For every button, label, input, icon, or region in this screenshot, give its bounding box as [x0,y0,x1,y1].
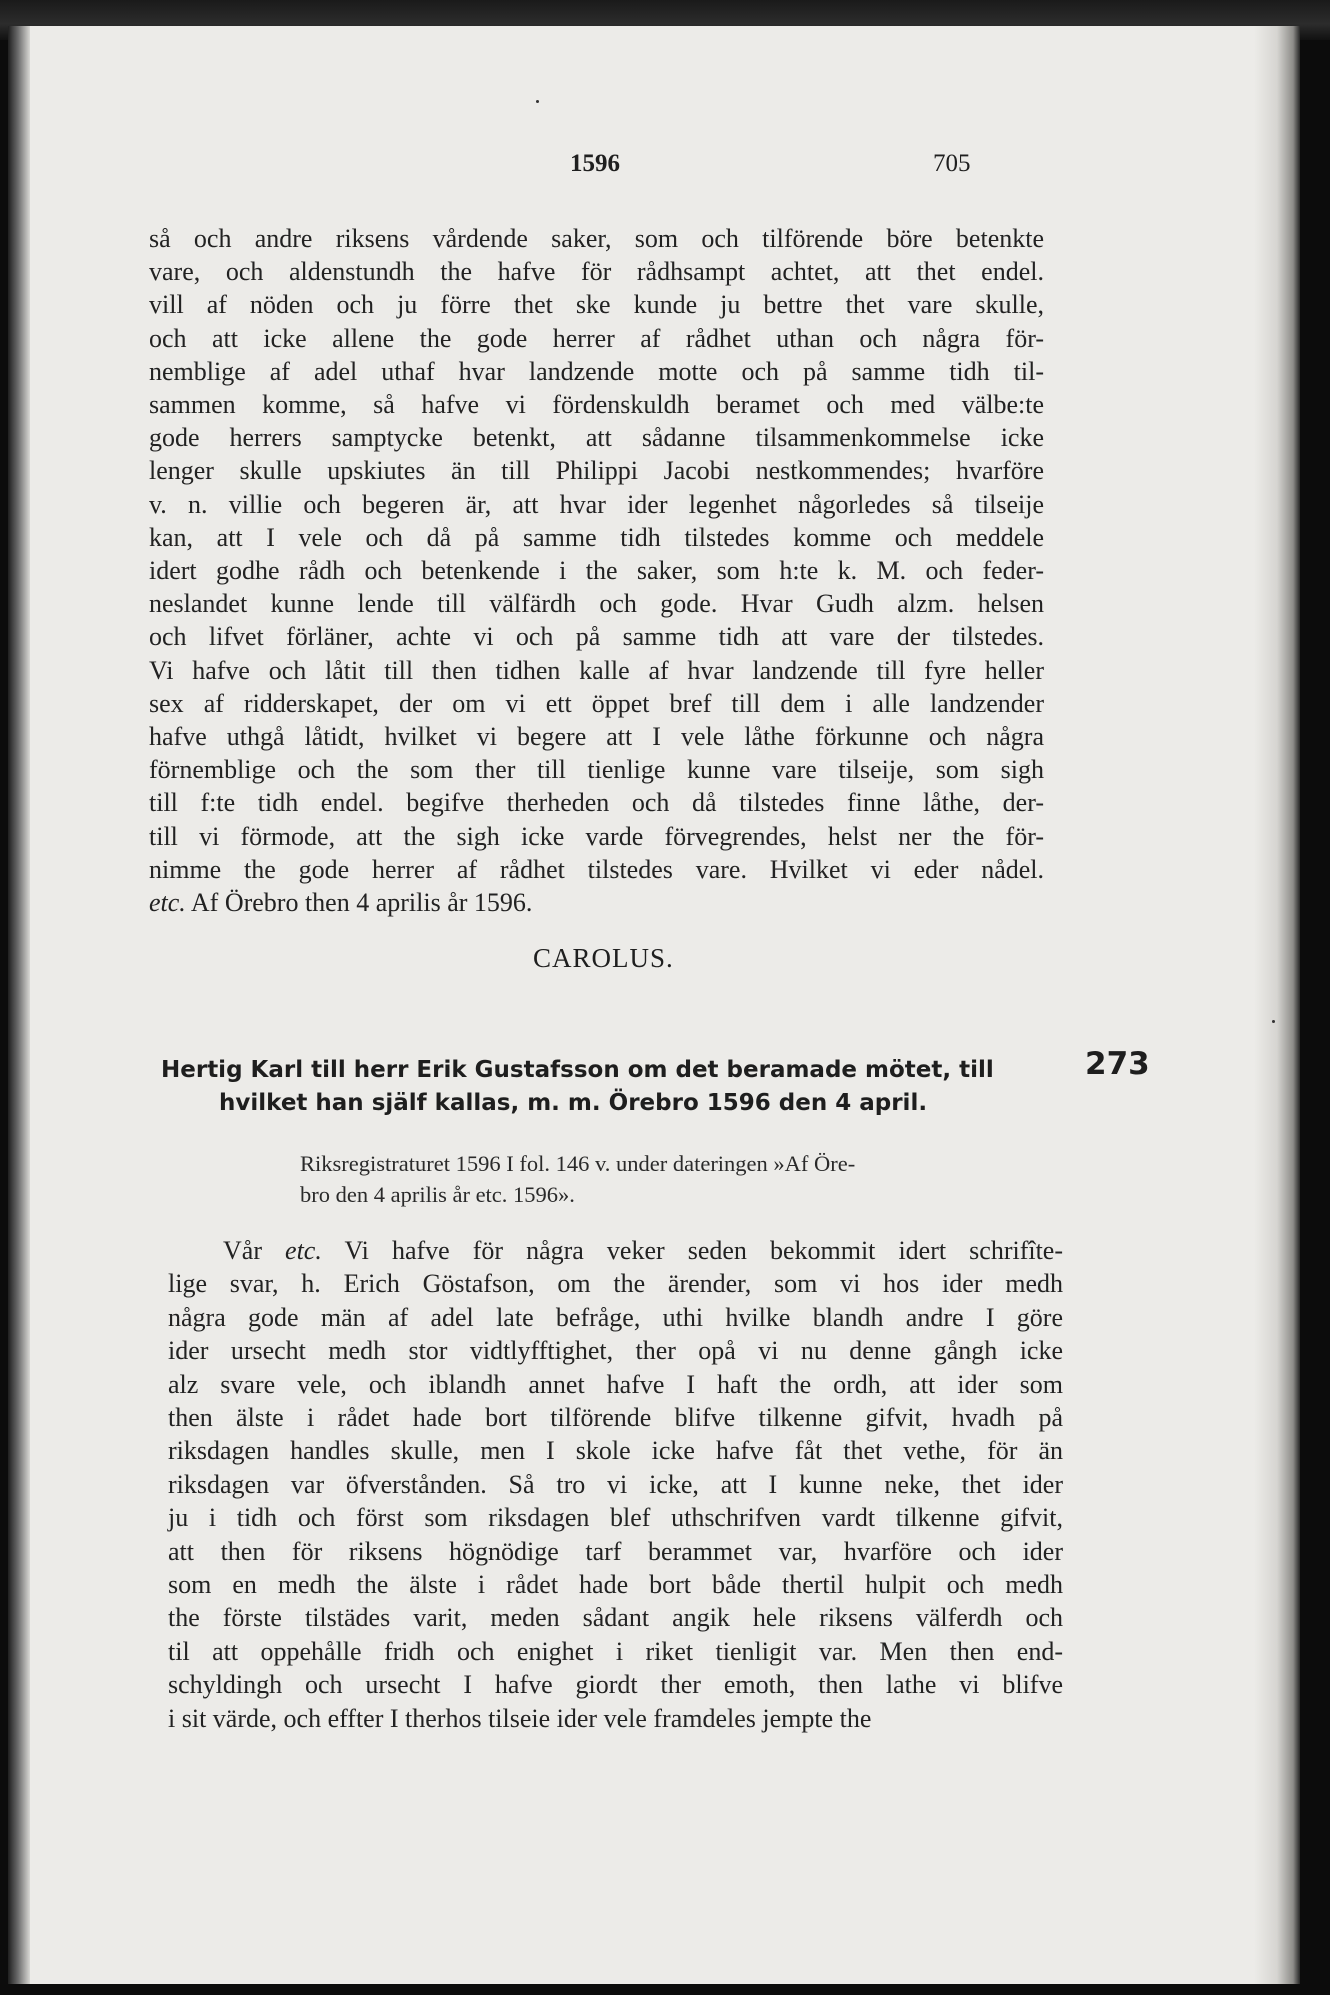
text-line: til att oppehålle fridh och enighet i riket tienligit var. Men then end- [168,1636,1063,1666]
text-line: så och andre riksens vårdende saker, som och tilförende böre betenkte [149,224,1044,253]
running-head-year: 1596 [570,150,620,177]
text-line: i sit värde, och effter I therhos tilseie ider vele framdeles jempte the [168,1703,872,1733]
closing-line [149,886,1044,919]
text-line: neslandet kunne lende till välfärdh och gode. Hvar Gudh alzm. helsen [149,589,1044,619]
dust-speck [1272,1020,1275,1023]
salutation: Vår [223,1236,286,1265]
page-gutter-shadow [1254,26,1300,1984]
dust-speck [536,100,539,103]
text-line: och att icke allene the gode herrer af rådhet uthan och några för- [149,323,1044,353]
text-line: nemblige af adel uthaf hvar landzende motte och på samme tidh til- [149,356,1044,386]
text-line: Vi hafve och låtit till then tidhen kalle af hvar landzende till fyre heller [149,655,1044,685]
first-line [168,1234,1063,1267]
first-line-text: Vi hafve för några veker seden bekommit idert schrifîte- [321,1236,1064,1265]
text-line: vill af nöden och ju förre thet ske kunde ju bettre thet vare skulle, [149,290,1044,320]
document-heading [161,1054,1061,1120]
salutation-abbrev: etc. [285,1236,322,1265]
text-line: förnemblige och the som ther till tienlige kunne vare tilseije, som sigh [149,755,1044,785]
text-line: att then för riksens högnödige tarf berammet var, hvarföre och ider [168,1536,1063,1566]
text-line: och lifvet förläner, achte vi och på samme tidh att vare der tilstedes. [149,622,1044,652]
letter-continued-text [149,222,1044,919]
heading-line: hvilket han själf kallas, m. m. Örebro 1596 den 4 april. [219,1090,928,1116]
text-line: vare, och aldenstundh the hafve för rådhsampt achtet, att thet endel. [149,257,1044,287]
source-line: bro den 4 aprilis år etc. 1596». [300,1182,575,1207]
text-line: nimme the gode herrer af rådhet tilstedes vare. Hvilket vi eder nådel. [149,854,1044,884]
signature: CAROLUS. [533,943,674,973]
text-line: hafve uthgå låtidt, hvilket vi begere att I vele låthe förkunne och några [149,722,1044,752]
text-line: the förste tilstädes varit, meden sådant angik hele riksens välferdh och [168,1603,1063,1633]
text-line: riksdagen var öfverstånden. Så tro vi icke, att I kunne neke, thet ider [168,1469,1063,1499]
letter-text [168,1234,1063,1735]
text-line: v. n. villie och begeren är, att hvar ider legenhet någorledes så tilseije [149,489,1044,519]
text-line: som en medh the älste i rådet hade bort både thertil hulpit och medh [168,1570,1063,1600]
document-number: 273 [1085,1046,1150,1082]
text-line: then älste i rådet hade bort tilförende blifve tilkenne gifvit, hvadh på [168,1403,1063,1433]
text-line: kan, att I vele och då på samme tidh tilstedes komme och meddele [149,522,1044,552]
text-line: gode herrers samptycke betenkt, att sådanne tilsammenkommelse icke [149,423,1044,453]
text-line: idert godhe rådh och betenkende i the saker, som h:te k. M. och feder- [149,556,1044,586]
text-line: sex af ridderskapet, der om vi ett öppet bref till dem i alle landzender [149,688,1044,718]
page-number: 705 [933,150,971,177]
book-page [8,26,1300,1984]
text-line: lige svar, h. Erich Göstafson, om the ärender, som vi hos ider medh [168,1269,1063,1299]
heading-line: Hertig Karl till herr Erik Gustafsson om det beramade mötet, till [161,1057,994,1083]
text-line: ju i tidh och först som riksdagen blef uthschrifven vardt tilkenne gifvit, [168,1503,1063,1533]
text-line: till vi förmode, att the sigh icke varde förvegrendes, helst ner the för- [149,821,1044,851]
text-line: riksdagen handles skulle, men I skole icke hafve fåt thet vethe, för än [168,1436,1063,1466]
text-line: schyldingh och ursecht I hafve giordt ther emoth, then lathe vi blifve [168,1670,1063,1700]
text-line: lenger skulle upskiutes än till Philippi Jacobi nestkommendes; hvarföre [149,456,1044,486]
closing-abbrev: etc. [149,888,186,918]
text-line: sammen komme, så hafve vi fördenskuldh beramet och med välbe:te [149,390,1044,420]
closing-date: Af Örebro then 4 aprilis år 1596. [185,888,533,918]
text-line: till f:te tidh endel. begifve therheden och då tilstedes finne låthe, der- [149,788,1044,818]
text-line: ider ursecht medh stor vidtlyfftighet, ther opå vi nu denne gångh icke [168,1336,1063,1366]
source-note [300,1148,1055,1210]
text-line: några gode män af adel late befråge, uthi hvilke blandh andre I göre [168,1302,1063,1332]
text-line: alz svare vele, och iblandh annet hafve I haft the ordh, att ider som [168,1369,1063,1399]
source-line: Riksregistraturet 1596 I fol. 146 v. under dateringen »Af Öre- [300,1151,856,1176]
page-left-shadow [8,26,30,1984]
